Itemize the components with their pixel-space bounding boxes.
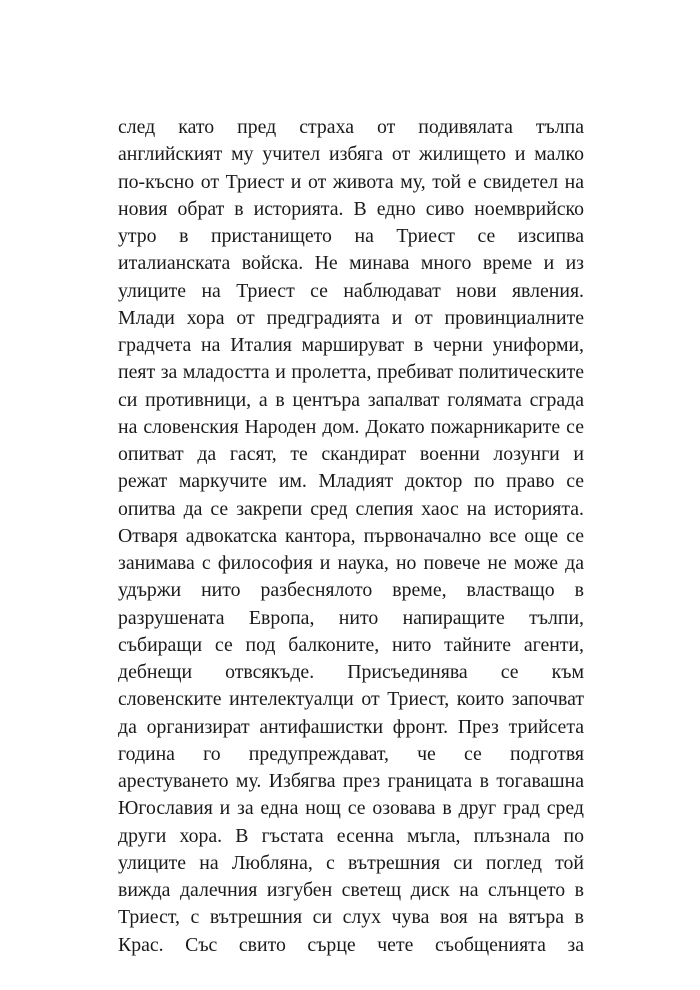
text-line: удържи нито разбеснялото време, властващо в	[118, 579, 584, 602]
text-line: дебнещи отвсякъде. Присъединява се към	[118, 661, 584, 683]
body-text	[118, 114, 584, 959]
text-line: опитват да гасят, те скандират военни лозунги и	[118, 443, 584, 465]
text-line: си противници, а в центъра запалват голямата сграда	[118, 388, 584, 411]
text-line: словенските интелектуалци от Триест, които започват	[118, 688, 584, 711]
text-line: опитва да се закрепи сред слепия хаос на историята.	[118, 497, 584, 520]
text-line: след като пред страха от подивялата тълпа	[118, 116, 584, 138]
text-line: улиците на Любляна, с вътрешния си поглед той	[118, 851, 584, 874]
text-line: италианската войска. Не минава много време и из	[118, 252, 584, 275]
text-line: Триест, с вътрешния си слух чува воя на вятъра в	[118, 906, 584, 929]
text-line: Млади хора от предградията и от провинциалните	[118, 306, 584, 329]
text-line: режат маркучите им. Младият доктор по право се	[118, 470, 584, 493]
text-line: градчета на Италия маршируват в черни униформи,	[118, 334, 584, 356]
text-line: други хора. В гъстата есенна мъгла, плъзнала по	[118, 824, 584, 847]
text-line: Крас. Със свито сърце чете съобщенията за	[118, 933, 584, 956]
text-line: Отваря адвокатска кантора, първоначално все още се	[118, 524, 584, 547]
text-line: разрушената Европа, нито напиращите тълпи,	[118, 606, 584, 629]
text-line: на словенския Народен дом. Докато пожарникарите се	[118, 415, 584, 438]
text-line: да организират антифашистки фронт. През трийсета	[118, 715, 584, 738]
text-line: арестуването му. Избягва през границата в тогавашна	[118, 770, 584, 792]
text-line: улиците на Триест се наблюдават нови явления.	[118, 279, 584, 302]
text-line: новия обрат в историята. В едно сиво ноемврийско	[118, 197, 584, 220]
text-line: година го предупреждават, че се подготвя	[118, 742, 584, 765]
text-line: събиращи се под балконите, нито тайните агенти,	[118, 633, 584, 656]
text-line: занимава с философия и наука, но повече не може да	[118, 552, 584, 574]
text-line: Югославия и за една нощ се озовава в друг град сред	[118, 797, 584, 820]
text-line: по-късно от Триест и от живота му, той е свидетел на	[118, 170, 584, 193]
text-line: вижда далечния изгубен светещ диск на слънцето в	[118, 879, 584, 901]
text-line: пеят за младостта и пролетта, пребиват политическите	[118, 361, 584, 384]
text-line: английският му учител избяга от жилището и малко	[118, 143, 584, 166]
text-line: утро в пристанището на Триест се изсипва	[118, 225, 584, 247]
